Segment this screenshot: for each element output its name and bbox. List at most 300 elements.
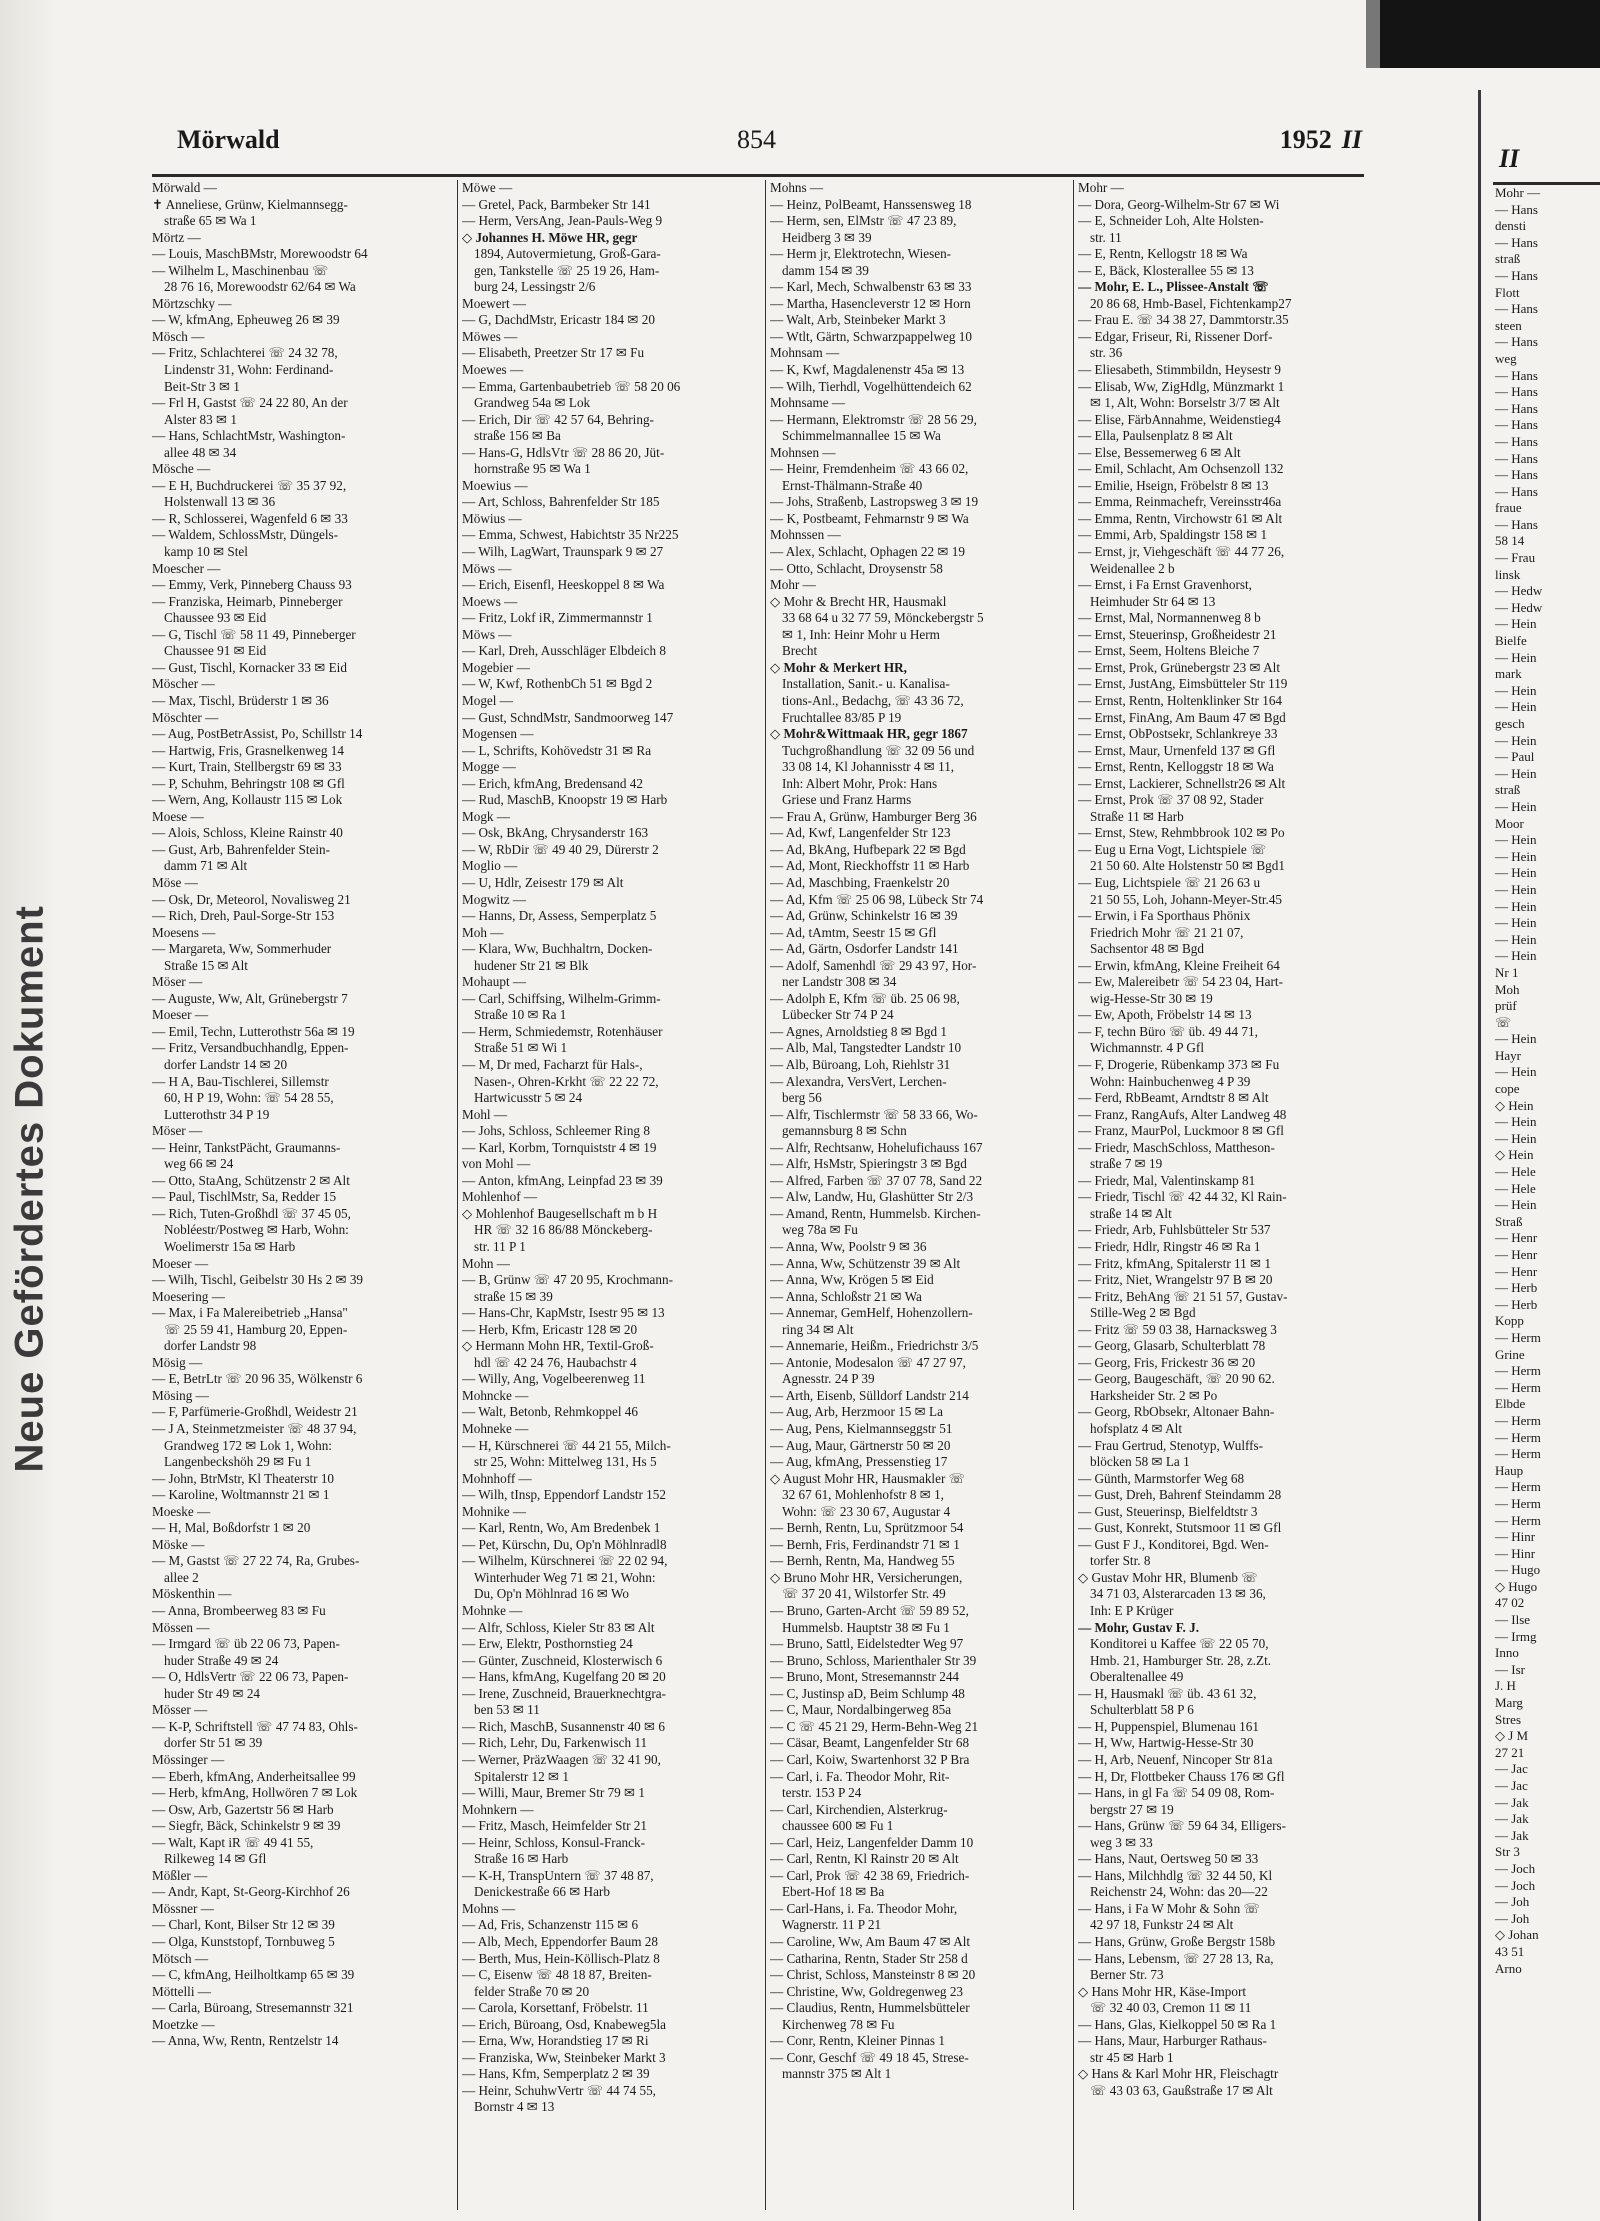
directory-entry: — G, Tischl ☏ 58 11 49, Pinneberger <box>152 626 356 642</box>
entry-continuation: Grandweg 54a ✉ Lok <box>474 395 591 411</box>
surname-heading: Moese — <box>152 808 204 824</box>
entry-continuation: terstr. 153 P 24 <box>782 1785 862 1801</box>
entry-continuation: huder Str 49 ✉ 24 <box>164 1685 261 1701</box>
entry-continuation: Stille-Weg 2 ✉ Bgd <box>1090 1305 1196 1321</box>
directory-entry: — M, Dr med, Facharzt für Hals-, <box>462 1056 643 1072</box>
directory-entry: — L, Schrifts, Kohövedstr 31 ✉ Ra <box>462 742 652 758</box>
directory-entry: — Alois, Schloss, Kleine Rainstr 40 <box>152 825 343 841</box>
directory-entry: — Herm, sen, ElMstr ☏ 47 23 89, <box>770 213 957 229</box>
directory-entry: — Christ, Schloss, Mansteinstr 8 ✉ 20 <box>770 1967 976 1983</box>
entry-continuation: Alster 83 ✉ 1 <box>164 411 237 427</box>
entry-continuation: str 25, Wohn: Mittelweg 131, Hs 5 <box>474 1454 657 1470</box>
entry-continuation: Straße 51 ✉ Wi 1 <box>474 1040 568 1056</box>
directory-entry: — Franziska, Heimarb, Pinneberger <box>152 593 343 609</box>
directory-entry: — C, kfmAng, Heilholtkamp 65 ✉ 39 <box>152 1967 355 1983</box>
entry-continuation: Schimmelmannallee 15 ✉ Wa <box>782 428 941 444</box>
entry-continuation: Straße 16 ✉ Harb <box>474 1851 569 1867</box>
directory-entry: — Ew, Malereibetr ☏ 54 23 04, Hart- <box>1078 974 1283 990</box>
directory-entry: — Annemarie, Heißm., Friedrichstr 3/5 <box>770 1338 979 1354</box>
adjacent-page-line: — Herb <box>1495 1296 1538 1312</box>
entry-continuation: 21 50 55, Loh, Johann-Meyer-Str.45 <box>1090 891 1283 907</box>
surname-heading: Möske — <box>152 1536 205 1552</box>
adjacent-page-line: — Hans <box>1495 467 1538 483</box>
adjacent-page-line: — Joh <box>1495 1894 1530 1910</box>
surname-heading: Mössen — <box>152 1619 210 1635</box>
directory-entry: — Rich, Dreh, Paul-Sorge-Str 153 <box>152 908 335 924</box>
entry-continuation: dorfer Str 51 ✉ 39 <box>164 1735 263 1751</box>
entry-continuation: Sachsentor 48 ✉ Bgd <box>1090 941 1204 957</box>
adjacent-page-line: — Irmg <box>1495 1628 1537 1644</box>
directory-entry: — Georg, Baugeschäft, ☏ 20 90 62. <box>1078 1371 1275 1387</box>
directory-entry: — Alfr, HsMstr, Spieringstr 3 ✉ Bgd <box>770 1156 967 1172</box>
entry-continuation: Straße 11 ✉ Harb <box>1090 808 1184 824</box>
surname-heading: Mohl — <box>462 1106 508 1122</box>
directory-entry: — H, Hausmakl ☏ üb. 43 61 32, <box>1078 1685 1257 1701</box>
directory-entry: — Rich, Lehr, Du, Farkenwisch 11 <box>462 1735 648 1751</box>
directory-entry: — Ernst, Maur, Urnenfeld 137 ✉ Gfl <box>1078 742 1276 758</box>
entry-continuation: Woelimerstr 15a ✉ Harb <box>164 1239 296 1254</box>
directory-entry: — Ernst, Rentn, Kelloggstr 18 ✉ Wa <box>1078 759 1274 775</box>
directory-entry: — Fritz ☏ 59 03 38, Harnacksweg 3 <box>1078 1321 1277 1337</box>
directory-entry: — Hans, i Fa W Mohr & Sohn ☏ <box>1078 1900 1260 1916</box>
directory-entry: — Hanns, Dr, Assess, Semperplatz 5 <box>462 908 657 924</box>
surname-heading: Moeser — <box>152 1007 209 1023</box>
adjacent-page-line: — Hein <box>1495 948 1537 964</box>
surname-heading: Mösch — <box>152 328 205 344</box>
surname-heading: Mohn — <box>462 1255 510 1271</box>
directory-entry: — Carla, Büroang, Stresemannstr 321 <box>152 2000 354 2016</box>
surname-heading: Möwes — <box>462 328 518 344</box>
directory-entry: — H A, Bau-Tischlerei, Sillemstr <box>152 1073 329 1089</box>
directory-entry: — Ad, Fris, Schanzenstr 115 ✉ 6 <box>462 1917 639 1933</box>
entry-continuation: Nobléestr/Postweg ✉ Harb, Wohn: <box>164 1222 349 1238</box>
entry-continuation: Harksheider Str. 2 ✉ Po <box>1090 1387 1218 1403</box>
surname-heading: Mösche — <box>152 461 211 477</box>
surname-heading: Möser — <box>152 1123 203 1139</box>
entry-continuation: 20 86 68, Hmb-Basel, Fichtenkamp27 <box>1090 295 1292 311</box>
directory-entry: — Wilh, Tierhdl, Vogelhüttendeich 62 <box>770 378 972 394</box>
adjacent-page-line: — Hans <box>1495 450 1538 466</box>
directory-entry: — Gust F J., Konditorei, Bgd. Wen- <box>1078 1536 1269 1552</box>
directory-entry: — P, Schuhm, Behringstr 108 ✉ Gfl <box>152 775 345 791</box>
directory-entry: — Erw, Elektr, Posthornstieg 24 <box>462 1636 633 1652</box>
directory-entry: — Andr, Kapt, St-Georg-Kirchhof 26 <box>152 1884 350 1900</box>
directory-entry: — Osk, Dr, Meteorol, Novalisweg 21 <box>152 891 351 907</box>
entry-continuation: Inh: E P Krüger <box>1090 1603 1174 1619</box>
directory-entry: — Charl, Kont, Bilser Str 12 ✉ 39 <box>152 1917 335 1933</box>
directory-entry: — Hans, Kfm, Semperplatz 2 ✉ 39 <box>462 2066 650 2082</box>
entry-continuation: Fruchtallee 83/85 P 19 <box>782 709 902 725</box>
directory-entry: — Hans-G, HdlsVtr ☏ 28 86 20, Jüt- <box>462 444 665 460</box>
entry-continuation: Griese und Franz Harms <box>782 792 912 808</box>
directory-entry: — Hans, Grünw ☏ 59 64 34, Elligers- <box>1078 1818 1287 1834</box>
adjacent-page-line: prüf <box>1495 998 1517 1014</box>
directory-entry: — Friedr, Hdlr, Ringstr 46 ✉ Ra 1 <box>1078 1239 1261 1254</box>
directory-entry: — Fritz, Niet, Wrangelstr 97 B ✉ 20 <box>1078 1272 1273 1288</box>
entry-continuation: Straße 15 ✉ Alt <box>164 957 248 973</box>
directory-entry: — Elisab, Ww, ZigHdlg, Münzmarkt 1 <box>1078 378 1285 394</box>
directory-entry: — Fritz, BehAng ☏ 21 51 57, Gustav- <box>1078 1288 1288 1304</box>
directory-entry: — Johs, Schloss, Schleemer Ring 8 <box>462 1123 650 1139</box>
directory-entry: — Eug, Lichtspiele ☏ 21 26 63 u <box>1078 874 1261 890</box>
entry-continuation: Inh: Albert Mohr, Prok: Hans <box>782 775 938 791</box>
directory-entry: — H, Puppenspiel, Blumenau 161 <box>1078 1718 1259 1734</box>
entry-continuation: blöcken 58 ✉ La 1 <box>1090 1454 1190 1470</box>
adjacent-page-line: Mohr — <box>1495 185 1541 200</box>
directory-entry: — Anna, Brombeerweg 83 ✉ Fu <box>152 1603 326 1619</box>
surname-heading: Moglio — <box>462 858 518 874</box>
entry-continuation: damm 154 ✉ 39 <box>782 262 869 278</box>
surname-heading: Mohnsam — <box>770 345 840 361</box>
adjacent-page-line: straß <box>1495 782 1521 798</box>
entry-continuation: 1894, Autovermietung, Groß-Gara- <box>474 246 661 262</box>
entry-continuation: Hummelsb. Hauptstr 38 ✉ Fu 1 <box>782 1619 950 1635</box>
adjacent-page-part: II <box>1499 144 1520 173</box>
directory-entry: — J A, Steinmetzmeister ☏ 48 37 94, <box>152 1421 357 1437</box>
directory-entry: — Anna, Ww, Krögen 5 ✉ Eid <box>770 1272 934 1288</box>
directory-entry: — H, Ww, Hartwig-Hesse-Str 30 <box>1078 1735 1254 1751</box>
directory-entry: — Heinr, TankstPächt, Graumanns- <box>152 1139 341 1155</box>
directory-entry: — Alb, Büroang, Loh, Riehlstr 31 <box>770 1056 951 1072</box>
surname-heading: Möws — <box>462 560 512 576</box>
directory-entry: — Cäsar, Beamt, Langenfelder Str 68 <box>770 1735 970 1751</box>
directory-entry: — Berth, Mus, Hein-Köllisch-Platz 8 <box>462 1950 660 1966</box>
adjacent-page-line: — Hele <box>1495 1180 1536 1196</box>
surname-heading: Möwius — <box>462 510 522 526</box>
directory-entry: — C, Justinsp aD, Beim Schlump 48 <box>770 1685 965 1701</box>
directory-entry: — Carl, i. Fa. Theodor Mohr, Rit- <box>770 1768 950 1784</box>
directory-entry: — K-P, Schriftstell ☏ 47 74 83, Ohls- <box>152 1718 358 1734</box>
adjacent-page-line: — Hans <box>1495 483 1538 499</box>
header-keyword: Mörwald <box>177 125 280 154</box>
adjacent-page-line: — Hans <box>1495 417 1538 433</box>
entry-continuation: gemannsburg 8 ✉ Schn <box>782 1123 907 1139</box>
directory-entry: — Paul, TischlMstr, Sa, Redder 15 <box>152 1189 337 1205</box>
directory-entry: — Carl, Kirchendien, Alsterkrug- <box>770 1801 948 1817</box>
directory-entry: — Willy, Ang, Vogelbeerenweg 11 <box>462 1371 646 1387</box>
directory-entry: ◇ Mohlenhof Baugesellschaft m b H <box>462 1205 658 1221</box>
adjacent-page-line: Elbde <box>1495 1396 1526 1412</box>
directory-entry: — Carl, Schiffsing, Wilhelm-Grimm- <box>462 990 661 1006</box>
directory-entry: — Fritz, Schlachterei ☏ 24 32 78, <box>152 345 338 361</box>
entry-continuation: allee 48 ✉ 34 <box>164 444 237 460</box>
adjacent-page-line: weg <box>1495 350 1517 366</box>
directory-entry: — Olga, Kunststopf, Tornbuweg 5 <box>152 1933 335 1949</box>
adjacent-page-line: — Hans <box>1495 384 1538 400</box>
directory-entry: — Hermann, Elektromstr ☏ 28 56 29, <box>770 411 977 427</box>
directory-entry: — Karoline, Woltmannstr 21 ✉ 1 <box>152 1487 330 1503</box>
header-part: II <box>1341 125 1362 154</box>
adjacent-page-line: — Hein <box>1495 699 1537 715</box>
adjacent-page-line: Flott <box>1495 284 1520 300</box>
directory-column-1 <box>152 180 452 2210</box>
surname-heading: Moetzke — <box>152 2016 215 2032</box>
directory-entry: — Herm, Schmiedemstr, Rotenhäuser <box>462 1023 663 1039</box>
entry-continuation: str. 11 P 1 <box>474 1239 526 1254</box>
directory-entry: — Erna, Ww, Horandstieg 17 ✉ Ri <box>462 2033 649 2049</box>
directory-entry: — Osk, BkAng, Chrysanderstr 163 <box>462 825 649 841</box>
entry-continuation: bergstr 27 ✉ 19 <box>1090 1801 1174 1817</box>
directory-entry: — Alfr, Rechtsanw, Hohelufichauss 167 <box>770 1139 983 1155</box>
adjacent-page-line: Hayr <box>1495 1047 1521 1063</box>
directory-entry: — Gust, Konrekt, Stutsmoor 11 ✉ Gfl <box>1078 1520 1282 1536</box>
header-year: 1952 <box>1279 125 1332 154</box>
entry-continuation: kamp 10 ✉ Stel <box>164 544 248 560</box>
directory-entry: — Ernst, Prok, Grünebergstr 23 ✉ Alt <box>1078 659 1281 675</box>
directory-entry: — Emma, Schwest, Habichtstr 35 Nr225 <box>462 527 679 543</box>
scan-edge-mark <box>1366 0 1380 68</box>
directory-entry: — E, Schneider Loh, Alte Holsten- <box>1078 213 1264 229</box>
adjacent-page-line: ◇ Johan <box>1495 1927 1539 1943</box>
adjacent-page-line: cope <box>1495 1081 1520 1097</box>
surname-heading: Mohnsen — <box>770 444 836 460</box>
directory-entry: — Margareta, Ww, Sommerhuder <box>152 941 332 957</box>
directory-entry: — Amand, Rentn, Hummelsb. Kirchen- <box>770 1205 981 1221</box>
adjacent-page-line: — Herm <box>1495 1412 1541 1428</box>
directory-entry: — Emmi, Arb, Spaldingstr 158 ✉ 1 <box>1078 527 1268 543</box>
directory-entry: — Walt, Betonb, Rehmkoppel 46 <box>462 1404 638 1420</box>
surname-heading: Mössinger — <box>152 1751 225 1767</box>
adjacent-page-line: linsk <box>1495 566 1521 582</box>
adjacent-page-line: — Hein <box>1495 931 1537 947</box>
directory-entry: — Walt, Arb, Steinbeker Markt 3 <box>770 312 946 328</box>
directory-entry: — Mohr, E. L., Plissee-Anstalt ☏ <box>1078 279 1269 295</box>
entry-continuation: Beit-Str 3 ✉ 1 <box>164 378 240 394</box>
directory-entry: — Rud, MaschB, Knoopstr 19 ✉ Harb <box>462 792 668 808</box>
directory-entry: — Emma, Reinmachefr, Vereinsstr46a <box>1078 494 1282 510</box>
directory-entry: — Friedr, Mal, Valentinskamp 81 <box>1078 1172 1256 1188</box>
directory-entry: — Walt, Kapt iR ☏ 49 41 55, <box>152 1834 314 1850</box>
directory-entry: — Elisabeth, Preetzer Str 17 ✉ Fu <box>462 345 645 361</box>
directory-entry: — K-H, TranspUntern ☏ 37 48 87, <box>462 1867 654 1883</box>
directory-entry: — Gust, Arb, Bahrenfelder Stein- <box>152 841 330 857</box>
directory-entry: — Wilh, LagWart, Traunspark 9 ✉ 27 <box>462 544 664 560</box>
adjacent-page-line: 27 21 <box>1495 1744 1525 1760</box>
directory-entry: — Caroline, Ww, Am Baum 47 ✉ Alt <box>770 1933 971 1949</box>
entry-continuation: Spitalerstr 12 ✉ 1 <box>474 1768 569 1784</box>
directory-entry: ◇ Mohr & Merkert HR, <box>770 659 907 675</box>
directory-entry: — Mohr, Gustav F. J. <box>1078 1619 1200 1635</box>
directory-entry: — Carl, Koiw, Swartenhorst 32 P Bra <box>770 1751 970 1767</box>
directory-entry: — Ernst, Stew, Rehmbbrook 102 ✉ Po <box>1078 825 1285 841</box>
adjacent-page-line: Inno <box>1495 1645 1519 1661</box>
directory-entry: — Ernst, Rentn, Holtenklinker Str 164 <box>1078 692 1283 708</box>
directory-entry: — Hans, Maur, Harburger Rathaus- <box>1078 2033 1267 2049</box>
column-divider <box>1073 180 1074 2210</box>
directory-entry: — F, Parfümerie-Großhdl, Weidestr 21 <box>152 1404 358 1420</box>
entry-continuation: ring 34 ✉ Alt <box>782 1321 854 1337</box>
adjacent-page-line: — Hein <box>1495 682 1537 698</box>
directory-entry: — Auguste, Ww, Alt, Grünebergstr 7 <box>152 990 348 1006</box>
directory-entry: — Rich, Tuten-Großhdl ☏ 37 45 05, <box>152 1205 351 1221</box>
adjacent-page-line: — Hein <box>1495 865 1537 881</box>
adjacent-page-line: — Joch <box>1495 1860 1536 1876</box>
adjacent-page-line: — Hans <box>1495 516 1538 532</box>
entry-continuation: Berner Str. 73 <box>1090 1967 1164 1983</box>
surname-heading: Mogensen — <box>462 726 534 742</box>
directory-entry: — Heinr, SchuhwVertr ☏ 44 74 55, <box>462 2082 656 2098</box>
adjacent-page-line: — Herm <box>1495 1329 1541 1345</box>
adjacent-page-line: — Isr <box>1495 1661 1525 1677</box>
directory-entry: — Johs, Straßenb, Lastropsweg 3 ✉ 19 <box>770 494 979 510</box>
directory-entry: — Carl, Heiz, Langenfelder Damm 10 <box>770 1834 974 1850</box>
adjacent-page-line: ◇ J M <box>1495 1728 1529 1744</box>
adjacent-page-line: — Hein <box>1495 898 1537 914</box>
entry-continuation: ☏ 37 20 41, Wilstorfer Str. 49 <box>782 1586 946 1602</box>
directory-entry: — Klara, Ww, Buchhaltrn, Docken- <box>462 941 653 957</box>
adjacent-page-line: Stres <box>1495 1711 1521 1727</box>
entry-continuation: 42 97 18, Funkstr 24 ✉ Alt <box>1090 1917 1234 1933</box>
directory-entry: — Alw, Landw, Hu, Glashütter Str 2/3 <box>770 1189 974 1205</box>
directory-entry: ◇ Hans Mohr HR, Käse-Import <box>1078 1983 1246 1999</box>
surname-heading: Mohlenhof — <box>462 1189 538 1205</box>
entry-continuation: felder Straße 70 ✉ 20 <box>474 1983 590 1999</box>
directory-entry: — E, BetrLtr ☏ 20 96 35, Wölkenstr 6 <box>152 1371 363 1387</box>
directory-entry: — W, Kwf, RothenbCh 51 ✉ Bgd 2 <box>462 676 653 692</box>
adjacent-page-line: 47 02 <box>1495 1595 1525 1611</box>
directory-entry: ◇ Johannes H. Möwe HR, gegr <box>462 229 638 245</box>
entry-continuation: straße 65 ✉ Wa 1 <box>164 213 257 229</box>
directory-entry: — F, Drogerie, Rübenkamp 373 ✉ Fu <box>1078 1056 1280 1072</box>
directory-entry: — Louis, MaschBMstr, Morewoodstr 64 <box>152 246 368 262</box>
directory-entry: — Hans, SchlachtMstr, Washington- <box>152 428 346 444</box>
directory-entry: — Gust, SchndMstr, Sandmoorweg 147 <box>462 709 674 725</box>
adjacent-page-line: J. H <box>1495 1678 1516 1694</box>
directory-entry: — Emma, Rentn, Virchowstr 61 ✉ Alt <box>1078 510 1283 526</box>
header-year-part <box>1280 125 1362 155</box>
adjacent-page-line: — Hein <box>1495 881 1537 897</box>
page-number: 854 <box>737 125 776 154</box>
directory-entry: — Herm, VersAng, Jean-Pauls-Weg 9 <box>462 213 663 229</box>
adjacent-page-line: — Hugo <box>1495 1562 1541 1578</box>
entry-continuation: weg 66 ✉ 24 <box>164 1156 234 1172</box>
directory-entry: — Gust, Dreh, Bahrenf Steindamm 28 <box>1078 1487 1282 1503</box>
entry-continuation: Winterhuder Weg 71 ✉ 21, Wohn: <box>474 1569 656 1585</box>
directory-entry: — Ernst, jr, Viehgeschäft ☏ 44 77 26, <box>1078 544 1285 560</box>
entry-continuation: Tuchgroßhandlung ☏ 32 09 56 und <box>782 742 975 758</box>
entry-continuation: wig-Hesse-Str 30 ✉ 19 <box>1090 990 1213 1006</box>
directory-entry: — Eliesabeth, Stimmbildn, Heysestr 9 <box>1078 362 1281 378</box>
adjacent-page-line: mark <box>1495 666 1522 682</box>
surname-heading: Moewius — <box>462 477 528 493</box>
directory-entry: — Anna, Ww, Poolstr 9 ✉ 36 <box>770 1239 927 1254</box>
adjacent-page-line: — Jak <box>1495 1794 1529 1810</box>
adjacent-page-line: Kopp <box>1495 1313 1524 1329</box>
directory-entry: — Fritz, Masch, Heimfelder Str 21 <box>462 1818 647 1834</box>
surname-heading: Möttelli — <box>152 1983 211 1999</box>
directory-entry: — M, Gastst ☏ 27 22 74, Ra, Grubes- <box>152 1553 360 1569</box>
adjacent-page-line: Bielfe <box>1495 633 1527 649</box>
directory-entry: — Aug, Pens, Kielmannseggstr 51 <box>770 1421 953 1437</box>
directory-entry: — Frau A, Grünw, Hamburger Berg 36 <box>770 808 977 824</box>
directory-entry: — Aug, kfmAng, Pressenstieg 17 <box>770 1454 948 1470</box>
adjacent-page-line: Straß <box>1495 1213 1523 1229</box>
surname-heading: Mohnsame — <box>770 395 846 411</box>
entry-continuation: Langenbeckshöh 29 ✉ Fu 1 <box>164 1454 312 1470</box>
surname-heading: Moh — <box>462 924 504 940</box>
directory-entry: — Georg, RbObsekr, Altonaer Bahn- <box>1078 1404 1275 1420</box>
adjacent-page-line: ◇ Hugo <box>1495 1578 1538 1594</box>
directory-entry: — Emma, Gartenbaubetrieb ☏ 58 20 06 <box>462 378 681 394</box>
directory-entry: — Ernst, Mal, Normannenweg 8 b <box>1078 610 1261 626</box>
entry-continuation: Heidberg 3 ✉ 39 <box>782 229 872 245</box>
directory-entry: — Hans, in gl Fa ☏ 54 09 08, Rom- <box>1078 1785 1275 1801</box>
directory-entry: — Catharina, Rentn, Stader Str 258 d <box>770 1950 968 1966</box>
adjacent-page-line: — Hein <box>1495 616 1537 632</box>
entry-continuation: Hmb. 21, Hamburger Str. 28, z.Zt. <box>1090 1652 1272 1668</box>
entry-continuation: Wohn: ☏ 23 30 67, Augustar 4 <box>782 1503 951 1519</box>
adjacent-page-line: — Henr <box>1495 1247 1538 1262</box>
directory-entry: — B, Grünw ☏ 47 20 95, Krochmann- <box>462 1272 673 1288</box>
directory-entry: — Aug, PostBetrAssist, Po, Schillstr 14 <box>152 726 363 742</box>
surname-heading: Möwe — <box>462 180 513 195</box>
directory-entry: — Alb, Mal, Tangstedter Landstr 10 <box>770 1040 962 1056</box>
entry-continuation: Agnesstr. 24 P 39 <box>782 1371 875 1387</box>
directory-entry: — Adolf, Samenhdl ☏ 29 43 97, Hor- <box>770 957 977 973</box>
surname-heading: Möschter — <box>152 709 219 725</box>
adjacent-page-line: — Hein <box>1495 1064 1537 1080</box>
entry-continuation: ☏ 43 03 63, Gaußstraße 17 ✉ Alt <box>1090 2082 1273 2098</box>
entry-continuation: allee 2 <box>164 1569 199 1585</box>
adjacent-page-line: — Hein <box>1495 1130 1537 1146</box>
directory-entry: — Frau Gertrud, Stenotyp, Wulffs- <box>1078 1437 1264 1453</box>
surname-heading: Moeser — <box>152 1255 209 1271</box>
directory-entry: — Anna, Schloßstr 21 ✉ Wa <box>770 1288 922 1304</box>
adjacent-page-line: — Hans <box>1495 267 1538 283</box>
directory-entry: — Erich, kfmAng, Bredensand 42 <box>462 775 643 791</box>
adjacent-page-line: — Hein <box>1495 915 1537 931</box>
entry-continuation: str. 11 <box>1090 229 1122 245</box>
directory-entry: — Herb, kfmAng, Hollwören 7 ✉ Lok <box>152 1785 358 1801</box>
entry-continuation: Friedrich Mohr ☏ 21 21 07, <box>1090 924 1244 940</box>
directory-entry: ◇ Hermann Mohn HR, Textil-Groß- <box>462 1338 654 1354</box>
adjacent-page-line: — Herm <box>1495 1379 1541 1395</box>
directory-entry: — R, Schlosserei, Wagenfeld 6 ✉ 33 <box>152 510 348 526</box>
side-watermark-text: Neue Gefördertes Dokument <box>7 905 52 1473</box>
entry-continuation: huder Straße 49 ✉ 24 <box>164 1652 279 1668</box>
directory-entry: — Irene, Zuschneid, Brauerknechtgra- <box>462 1685 666 1701</box>
directory-entry: — Edgar, Friseur, Ri, Rissener Dorf- <box>1078 328 1273 344</box>
adjacent-page-line: Arno <box>1495 1960 1522 1976</box>
entry-continuation: Wohn: Hainbuchenweg 4 P 39 <box>1090 1073 1251 1089</box>
directory-entry: — Eberh, kfmAng, Anderheitsallee 99 <box>152 1768 356 1784</box>
directory-entry: — Christine, Ww, Goldregenweg 23 <box>770 1983 964 1999</box>
surname-heading: Moesens — <box>152 924 216 940</box>
directory-entry: — Carola, Korsettanf, Fröbelstr. 11 <box>462 2000 649 2016</box>
surname-heading: Moewert — <box>462 295 527 311</box>
entry-continuation: Denickestraße 66 ✉ Harb <box>474 1884 610 1900</box>
directory-entry: — Dora, Georg-Wilhelm-Str 67 ✉ Wi <box>1078 196 1280 212</box>
directory-entry: ◇ Gustav Mohr HR, Blumenb ☏ <box>1078 1569 1258 1585</box>
adjacent-page-line: — Joch <box>1495 1877 1536 1893</box>
directory-entry: — E, Bäck, Klosterallee 55 ✉ 13 <box>1078 262 1254 278</box>
directory-entry: — Ad, Mont, Rieckhoffstr 11 ✉ Harb <box>770 858 970 874</box>
entry-continuation: 32 67 61, Mohlenhofstr 8 ✉ 1, <box>782 1487 944 1503</box>
directory-entry: — F, techn Büro ☏ üb. 49 44 71, <box>1078 1023 1258 1039</box>
directory-entry: — Emil, Techn, Lutterothstr 56a ✉ 19 <box>152 1023 355 1039</box>
directory-entry: — Pet, Kürschn, Du, Op'n Möhlnradl8 <box>462 1536 667 1552</box>
directory-entry: — Alfred, Farben ☏ 37 07 78, Sand 22 <box>770 1172 983 1188</box>
entry-continuation: HR ☏ 32 16 86/88 Mönckeberg- <box>474 1222 653 1238</box>
directory-entry: — Ernst, JustAng, Eimsbütteler Str 119 <box>1078 676 1288 692</box>
directory-entry: — Alfr, Schloss, Kieler Str 83 ✉ Alt <box>462 1619 655 1635</box>
adjacent-page-line: — Jac <box>1495 1761 1528 1777</box>
directory-entry: ◇ Bruno Mohr HR, Versicherungen, <box>770 1569 963 1585</box>
directory-entry: — W, kfmAng, Epheuweg 26 ✉ 39 <box>152 312 340 328</box>
directory-entry: — Ella, Paulsenplatz 8 ✉ Alt <box>1078 428 1233 444</box>
directory-entry: — Herm jr, Elektrotechn, Wiesen- <box>770 246 952 262</box>
entry-continuation: ☏ 32 40 03, Cremon 11 ✉ 11 <box>1090 2000 1252 2016</box>
